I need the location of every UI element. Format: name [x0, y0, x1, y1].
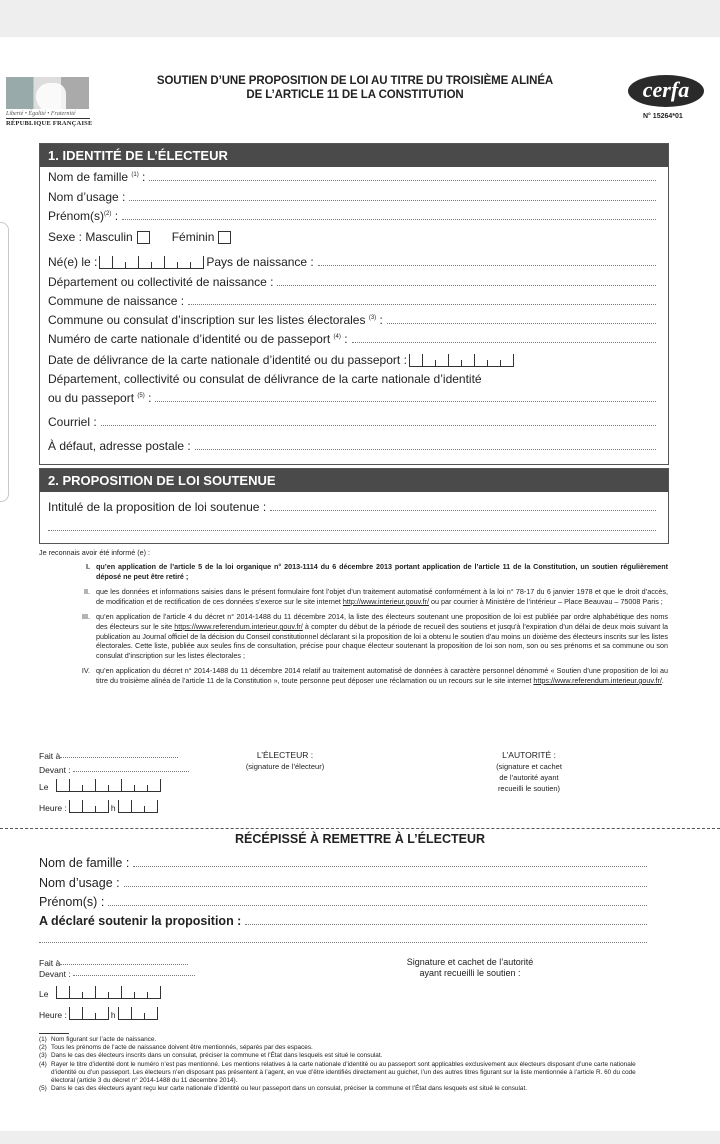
recepisse-signature[interactable]: Signature et cachet de l’autorité ayant recueilli le soutien :	[406, 957, 534, 978]
adresse-label: À défaut, adresse postale :	[48, 439, 191, 453]
list-item: III. qu’en application de l’article 4 du décret n° 2014-1488 du 11 décembre 2014, la liste des électeurs soutenant une proposition de loi est publiée par ordre alphabétique des noms des électeurs sur le site https://www.referendum.interieur.gouv.fr/ à compter du début de la période de recueil des soutiens et jusqu’à l’expiration d’un délai de deux mois suivant la publication au Journal officiel de la décision du Conseil constitutionnel déclarant si la proposition de loi a obtenu le soutien d’au moins un dixième des électeurs inscrits sur les listes électorales. Cette liste, publiée aux seules fins de consultation, précise pour chaque électeur soutenant la proposition de loi son nom, son ou ses prénoms et sa commune ou son consulat d’inscription sur les listes électorales ;	[82, 612, 668, 660]
date-delivrance-input[interactable]	[409, 354, 514, 367]
field-nom-usage[interactable]	[48, 190, 656, 204]
referendum-link[interactable]: https://www.referendum.interieur.gouv.fr/	[174, 621, 303, 631]
field-prenoms[interactable]	[48, 209, 656, 223]
section-identite	[39, 143, 669, 465]
logo-republique: RÉPUBLIQUE FRANÇAISE	[6, 120, 93, 127]
recepisse-heure: Heure : h	[39, 1007, 160, 1020]
field-departement-delivrance-line1	[48, 372, 656, 386]
recepisse-title: RÉCÉPISSÉ À REMETTRE À L’ÉLECTEUR	[234, 832, 486, 846]
courriel-label: Courriel :	[48, 415, 97, 429]
field-nom-famille[interactable]	[48, 170, 656, 184]
nom-famille-label: Nom de famille $^{(1)}$ :	[48, 170, 146, 184]
nom-usage-label: Nom d’usage :	[48, 190, 126, 204]
field-intitule[interactable]	[48, 500, 656, 514]
field-adresse[interactable]	[48, 439, 656, 453]
pays-naissance-field[interactable]	[318, 264, 656, 266]
information-list	[76, 562, 668, 686]
masculin-checkbox[interactable]	[137, 231, 150, 244]
field-departement-delivrance[interactable]	[48, 391, 656, 405]
referendum-link-2[interactable]: https://www.referendum.interieur.gouv.fr/	[533, 675, 662, 685]
form-title	[120, 74, 590, 102]
recepisse-le: Le	[39, 986, 163, 999]
footnotes	[39, 1036, 661, 1093]
field-departement-naissance[interactable]	[48, 275, 656, 289]
list-item: IV. qu’en application du décret n° 2014-1488 du 11 décembre 2014 relatif au traitement automatisé de données à caractère personnel dénommé « Soutien d’une proposition de loi au titre du troisième alinéa de l’article 11 de la Constitution », toute personne peut déposer une réclamation ou un recours sur le site internet https://www.referendum.interieur.gouv.fr/.	[81, 666, 668, 685]
departement-naissance-label: Département ou collectivité de naissance :	[48, 275, 274, 289]
field-naissance	[48, 255, 656, 269]
recepisse-declare-line-2[interactable]	[39, 942, 647, 943]
devant-field[interactable]: Devant :	[39, 765, 189, 775]
date-naissance-input[interactable]	[99, 256, 204, 269]
scroll-handle[interactable]	[0, 222, 9, 502]
recepisse-minute-input[interactable]	[118, 1007, 158, 1020]
footnote-item: (1) Nom figurant sur l’acte de naissance.	[39, 1036, 157, 1043]
list-item: I. qu’en application de l’article 5 de la loi organique n° 2013-1114 du 6 décembre 2013 portant application de l’article 11 de la Constitution, un soutien régulièrement déposé ne peut être retiré ;	[86, 562, 668, 581]
cerfa-number: N° 15264*01	[643, 113, 683, 120]
cut-line	[0, 828, 720, 829]
footnote-item: (2) Tous les prénoms de l’acte de naissance doivent être mentionnés, séparés par des espaces.	[39, 1044, 313, 1052]
recepisse-nom-famille[interactable]: Nom de famille :	[39, 856, 647, 870]
field-numero-carte[interactable]	[48, 332, 656, 346]
recepisse-declare[interactable]: A déclaré soutenir la proposition :	[39, 914, 647, 928]
cerfa-logo: cerfa	[628, 75, 704, 107]
feminin-checkbox[interactable]	[218, 231, 231, 244]
section-1-title: 1. IDENTITÉ DE L’ÉLECTEUR	[40, 144, 668, 167]
recepisse-date-input[interactable]	[56, 986, 161, 999]
heure-field: Heure : h	[39, 800, 160, 813]
recepisse-prenoms[interactable]: Prénom(s) :	[39, 895, 647, 909]
logo-motto: Liberté • Égalité • Fraternité	[6, 111, 76, 117]
intitule-line-2[interactable]	[48, 530, 656, 531]
fait-a-field[interactable]: Fait à	[39, 751, 178, 761]
field-courriel[interactable]	[48, 415, 656, 429]
footnote-item: (3) Dans le cas des électeurs inscrits dans un consulat, préciser la commune et l’État dans lesquels est situé le consulat.	[39, 1052, 383, 1060]
section-2-title: 2. PROPOSITION DE LOI SOUTENUE	[40, 469, 668, 492]
sexe-masculin-label: Sexe : Masculin	[48, 230, 133, 244]
title-line-1: SOUTIEN D’UNE PROPOSITION DE LOI AU TITRE DU TROISIÈME ALINÉA	[156, 75, 554, 87]
pays-naissance-label: Pays de naissance :	[206, 255, 314, 269]
interieur-link[interactable]: http://www.interieur.gouv.fr/	[342, 596, 430, 606]
field-commune-naissance[interactable]	[48, 294, 656, 308]
field-sexe	[48, 230, 656, 244]
departement-delivrance-label: Département, collectivité ou consulat de délivrance de la carte nationale d’identité	[48, 372, 482, 386]
recepisse-devant[interactable]: Devant :	[39, 969, 195, 979]
ne-le-label: Né(e) le :	[48, 255, 98, 269]
footnote-divider	[39, 1033, 69, 1034]
informe-statement: Je reconnais avoir été informé (e) :	[39, 548, 151, 557]
marianne-flag-icon	[6, 77, 89, 109]
title-line-2: DE L’ARTICLE 11 DE LA CONSTITUTION	[246, 89, 464, 101]
section-proposition	[39, 468, 669, 544]
numero-carte-label: Numéro de carte nationale d’identité ou de passeport $^{(4)}$ :	[48, 332, 348, 346]
field-date-delivrance	[48, 353, 656, 367]
commune-naissance-label: Commune de naissance :	[48, 294, 185, 308]
heure-input[interactable]	[69, 800, 109, 813]
le-field: Le	[39, 779, 163, 792]
footnote-item: (5) Dans le cas des électeurs ayant reçu leur carte nationale d’identité ou leur passeport dans un consulat, préciser la commune et l’État dans lesquels est situé le consulat.	[39, 1085, 528, 1093]
electeur-signature[interactable]: L’ÉLECTEUR : (signature de l’électeur)	[245, 750, 325, 771]
commune-inscription-label: Commune ou consulat d’inscription sur les listes électorales $^{(3)}$ :	[48, 313, 383, 327]
feminin-label: Féminin	[171, 230, 215, 244]
autorite-signature[interactable]: L’AUTORITÉ : (signature et cachet de l’autorité ayant recueilli le soutien)	[496, 750, 562, 793]
footnote-item: (4) Rayer le titre d’identité dont le numéro n’est pas mentionné. Les mentions relatives à la carte nationale d’identité ou au passeport sont applicables exclusivement aux électeurs disposant d’une carte nationale d’identité ou d’un passeport. Les électeurs n’en disposant pas présentent à l’agent, en vue d’être identifiés directement au guichet, l’un des autres titres figurant sur la liste mentionnée à l’article R. 60 du code électoral (article 3 du décret n° 2014-1488 du 11 décembre 2014).	[39, 1060, 636, 1085]
recepisse-fait-a[interactable]: Fait à	[39, 958, 188, 968]
recepisse-heure-input[interactable]	[69, 1007, 109, 1020]
list-item: II. que les données et informations saisies dans le présent formulaire font l’objet d’un traitement automatisé conformément à la loi n° 78-17 du 6 janvier 1978 et que le droit d’accès, de modification et de rectification de ces données s’exerce sur le site internet http://www.interieur.gouv.fr/ ou par courrier à Ministère de l’intérieur – Place Beauvau – 75008 Paris ;	[84, 587, 668, 606]
field-commune-inscription[interactable]	[48, 313, 656, 327]
prenoms-label: $Prénom(s)^{(2)}$ :	[48, 209, 119, 223]
departement-delivrance-label-2: ou du passeport $^{(5)}$ :	[48, 391, 152, 405]
date-delivrance-label: Date de délivrance de la carte nationale d’identité ou du passeport :	[48, 353, 407, 367]
recepisse-nom-usage[interactable]: Nom d’usage :	[39, 876, 647, 890]
intitule-label: Intitulé de la proposition de loi soutenue :	[48, 500, 267, 514]
republique-francaise-logo	[6, 77, 93, 127]
minute-input[interactable]	[118, 800, 158, 813]
le-date-input[interactable]	[56, 779, 161, 792]
